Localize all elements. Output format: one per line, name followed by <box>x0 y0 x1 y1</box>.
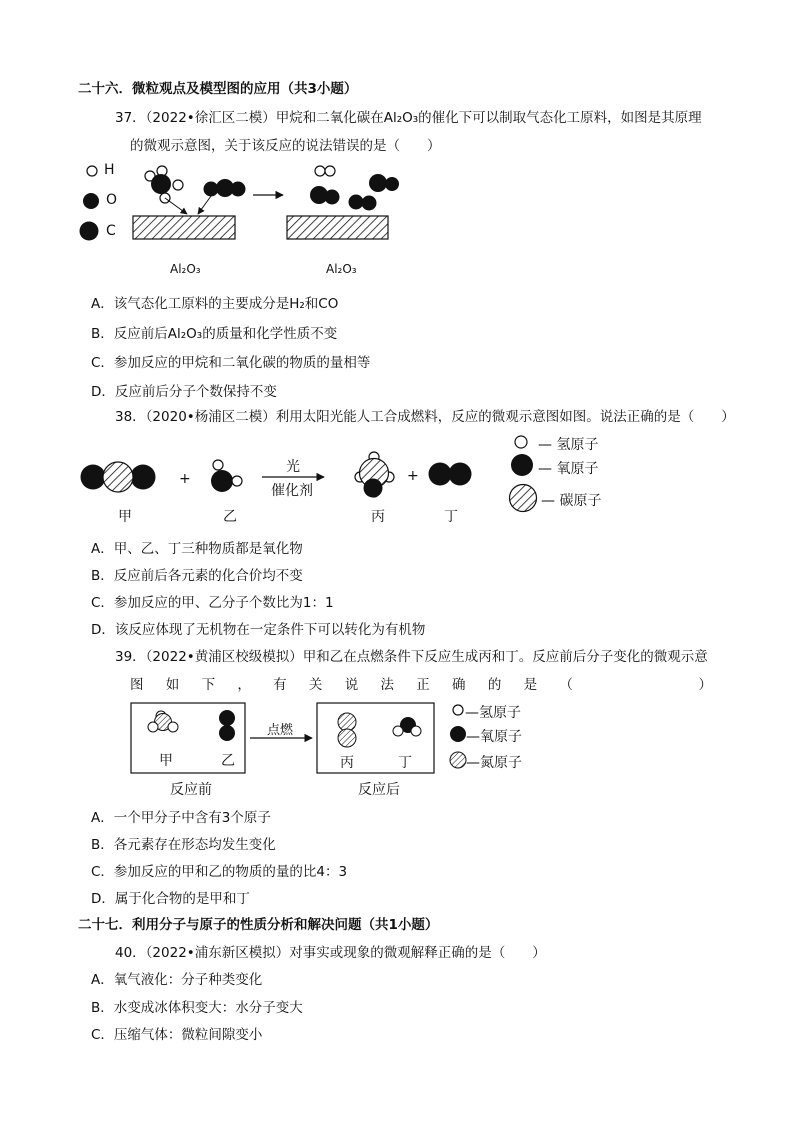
q39-legend-n-text: 氮原子 <box>480 755 522 771</box>
q39-stem-char: 是 <box>523 677 538 693</box>
q39-stem-char: 法 <box>380 677 394 693</box>
q38-plus-1: + <box>179 471 191 487</box>
q39-name-bing: 丙 <box>340 755 354 771</box>
q38-name-ding: 丁 <box>444 509 458 525</box>
q39-legend-n-atom <box>450 752 466 768</box>
q39-before-label: 反应前 <box>170 782 212 798</box>
q39-legend-o-atom <box>450 726 466 742</box>
q39-stem-char: 图 <box>130 677 144 693</box>
q37-co-molecule-lower <box>349 195 377 211</box>
q37-option-d: D．反应前后分子个数保持不变 <box>91 384 277 400</box>
q39-stem-line1: 39．（2022•黄浦区校级模拟）甲和乙在点燃条件下反应生成丙和丁。反应前后分子变化的微观示意 <box>115 649 708 665</box>
q40-option-c: C．压缩气体：微粒间隙变小 <box>91 1027 263 1043</box>
q38-name-jia: 甲 <box>118 509 132 525</box>
q38-molecule-jia <box>81 462 156 492</box>
q38-stem-line1: 38．（2020•杨浦区二模）利用太阳光能人工合成燃料，反应的微观示意图如图。说法正确的是（ ） <box>115 409 735 425</box>
q39-molecule-bing <box>338 713 356 747</box>
q37-legend-o-atom <box>83 193 99 209</box>
q39-stem-char: 下 <box>201 677 216 693</box>
q39-name-ding: 丁 <box>398 755 412 771</box>
q39-name-yi: 乙 <box>221 753 235 769</box>
q37-catalyst-bar-right <box>287 216 388 239</box>
q39-stem-char: ， <box>237 677 251 693</box>
q38-legend-c-text: 碳原子 <box>559 493 602 509</box>
q39-option-c: C．参加反应的甲和乙的物质的量的比4：3 <box>91 864 348 880</box>
q39-molecule-yi <box>219 710 235 741</box>
q37-option-b: B．反应前后Al₂O₃的质量和化学性质不变 <box>91 326 338 342</box>
q38-legend-h-label: — 氢原子 <box>538 437 599 453</box>
q37-option-c: C．参加反应的甲烷和二氧化碳的物质的量相等 <box>91 355 371 371</box>
q38-legend-h-atom <box>515 436 527 448</box>
q37-catalyst-label-right: Al₂O₃ <box>326 262 357 276</box>
q38-name-bing: 丙 <box>371 509 385 525</box>
q38-condition-catalyst: 催化剂 <box>271 483 313 499</box>
q39-stem-char: （ <box>559 677 573 693</box>
q37-legend-h-label: H <box>104 162 115 178</box>
q39-name-jia: 甲 <box>159 753 173 769</box>
q37-arrow-co2 <box>198 196 211 214</box>
q38-plus-2: + <box>407 468 419 484</box>
q40-option-a: A．氧气液化：分子种类变化 <box>91 972 263 988</box>
section-heading-26: 二十六．微粒观点及模型图的应用（共3小题） <box>78 81 358 97</box>
q39-legend-n-label: —氮原子 <box>466 755 522 771</box>
q39-box-after <box>317 703 434 773</box>
q37-option-a: A．该气态化工原料的主要成分是H₂和CO <box>91 296 339 312</box>
section-heading-27: 二十七．利用分子与原子的性质分析和解决问题（共1小题） <box>78 917 439 933</box>
q38-option-b: B．反应前后各元素的化合价均不变 <box>91 568 303 584</box>
q39-stem-char: 正 <box>416 677 430 693</box>
q38-name-yi: 乙 <box>223 509 237 525</box>
q40-stem-line1: 40．（2022•浦东新区模拟）对事实或现象的微观解释正确的是（ ） <box>115 945 546 961</box>
q39-stem-char: 确 <box>452 677 466 693</box>
q39-stem-line2 <box>130 673 712 693</box>
q38-legend-o-label: — 氧原子 <box>538 461 599 477</box>
q39-legend-h-text: 氢原子 <box>479 705 521 721</box>
q39-stem-char: 如 <box>165 677 180 693</box>
q39-molecule-jia <box>148 711 178 732</box>
q39-legend-h-atom <box>453 705 463 715</box>
q37-catalyst-label-left: Al₂O₃ <box>170 262 201 276</box>
q39-legend-h-label: —氢原子 <box>465 705 521 721</box>
q37-stem-line2: 的微观示意图，关于该反应的说法错误的是（ ） <box>130 138 441 154</box>
q37-arrow-methane <box>165 198 187 214</box>
q39-stem-char: 的 <box>487 677 502 693</box>
q37-stem-line1: 37．（2022•徐汇区二模）甲烷和二氧化碳在Al₂O₃的催化下可以制取气态化工原料，如图是其原理 <box>115 110 702 126</box>
q37-co2-molecule <box>204 179 246 197</box>
q37-co-molecule-left <box>310 186 340 205</box>
q39-stem-char: 有 <box>273 677 287 693</box>
q39-stem-char <box>595 673 676 693</box>
q39-legend-o-text: 氧原子 <box>480 729 522 745</box>
q37-legend-c-atom <box>80 222 99 241</box>
q38-legend-h-text: 氢原子 <box>556 437 599 453</box>
q38-molecule-ding <box>429 463 472 486</box>
q37-catalyst-bar-left <box>133 216 235 239</box>
q38-legend-o-text: 氧原子 <box>556 461 599 477</box>
q39-after-label: 反应后 <box>358 782 400 798</box>
q38-condition-light: 光 <box>286 459 300 475</box>
q38-option-d: D．该反应体现了无机物在一定条件下可以转化为有机物 <box>91 622 426 638</box>
q39-stem-char: 说 <box>344 677 359 693</box>
q39-condition-ignite: 点燃 <box>267 723 294 738</box>
q37-legend-c-label: C <box>106 223 116 239</box>
q38-legend-c-atom <box>510 485 537 512</box>
q39-stem-char: 关 <box>308 677 323 693</box>
q39-option-a: A．一个甲分子中含有3个原子 <box>91 810 271 826</box>
q38-option-c: C．参加反应的甲、乙分子个数比为1：1 <box>91 595 334 611</box>
q38-molecule-bing <box>355 452 394 498</box>
q40-option-b: B．水变成冰体积变大：水分子变大 <box>91 1000 303 1016</box>
q39-legend-o-label: —氧原子 <box>466 729 522 745</box>
q39-molecule-ding <box>393 717 421 736</box>
q39-option-b: B．各元素存在形态均发生变化 <box>91 837 276 853</box>
q37-legend-o-label: O <box>106 192 118 208</box>
q39-option-d: D．属于化合物的是甲和丁 <box>91 891 250 907</box>
q38-molecule-yi <box>211 460 242 492</box>
q38-option-a: A．甲、乙、丁三种物质都是氧化物 <box>91 541 303 557</box>
q37-h2-molecule <box>315 166 335 176</box>
q37-co-molecule-upper <box>369 174 399 192</box>
q37-legend-h-atom <box>87 166 97 176</box>
q37-methane-molecule <box>145 166 183 203</box>
q38-legend-o-atom <box>511 454 533 476</box>
q38-legend-c-label: — 碳原子 <box>541 493 602 509</box>
q39-stem-char: ） <box>698 677 712 693</box>
